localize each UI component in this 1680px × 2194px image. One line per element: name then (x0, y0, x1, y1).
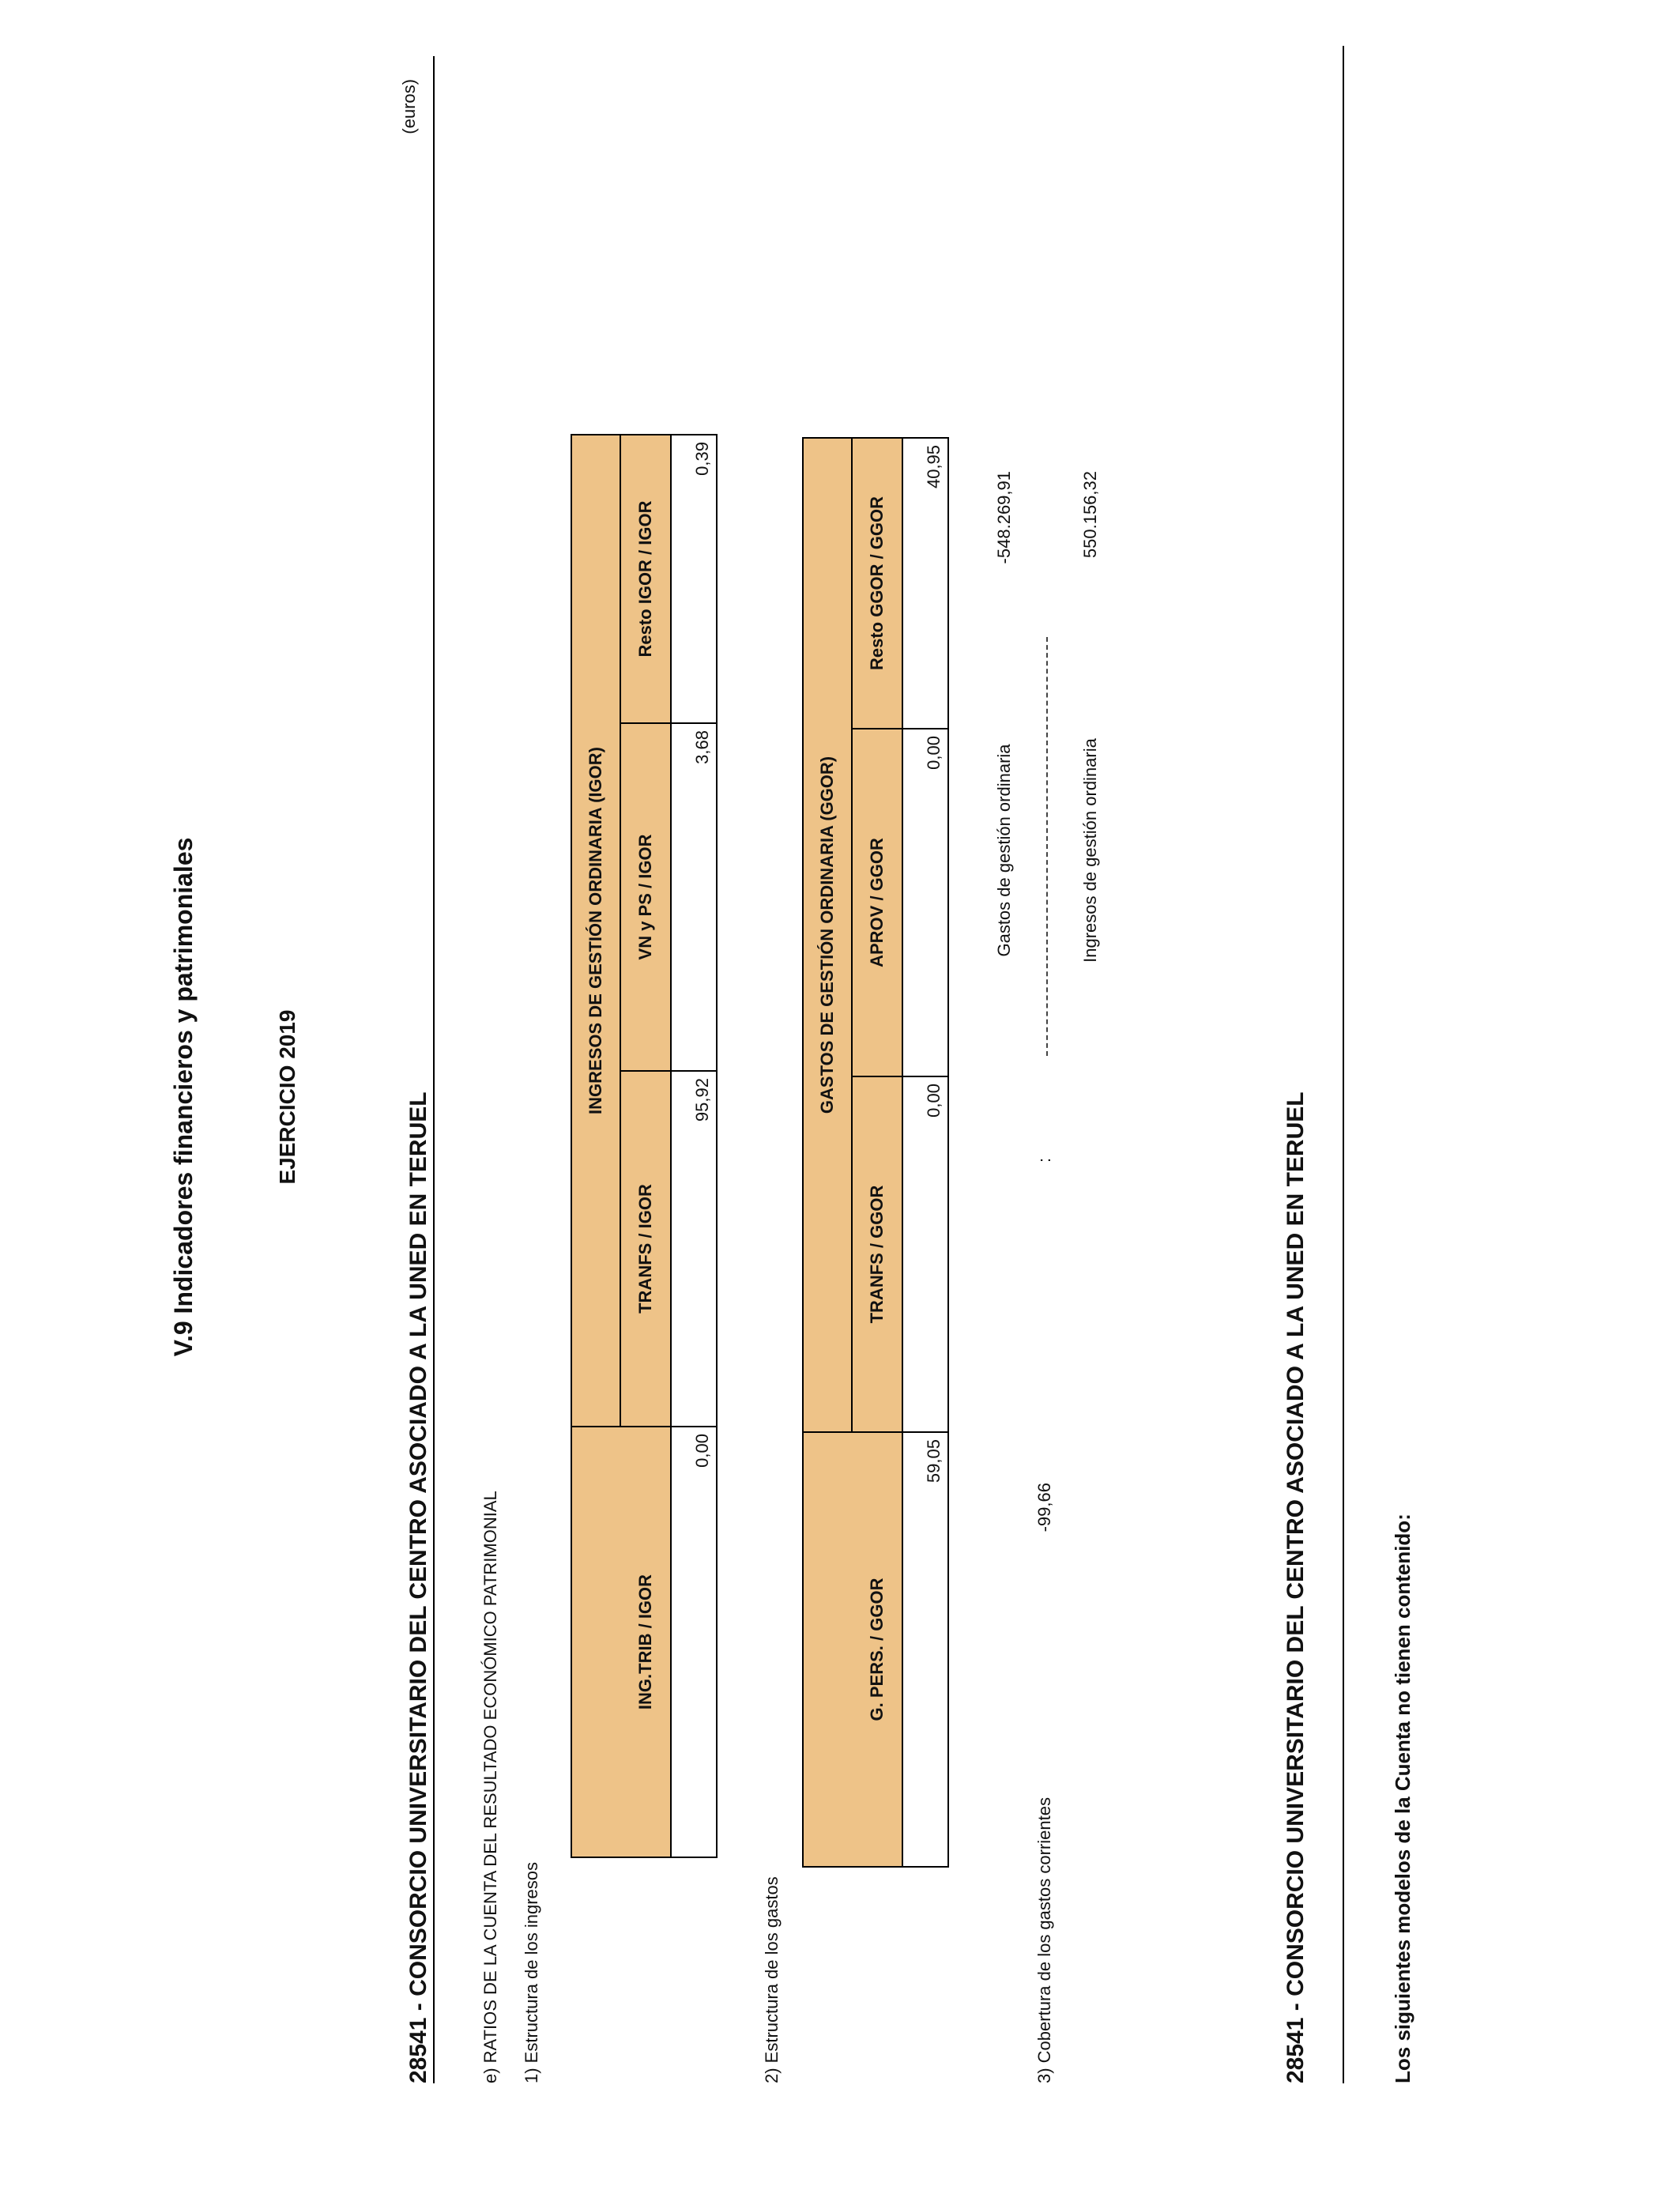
ingresos-value-cell: 95,92 (671, 1071, 717, 1427)
ingresos-table (571, 434, 718, 1858)
ingresos-col-header: TRANFS / IGOR (620, 1071, 671, 1427)
footer-entity-name: 28541 - CONSORCIO UNIVERSITARIO DEL CENTRO ASOCIADO A LA UNED EN TERUEL (1283, 1091, 1309, 2083)
fiscal-year-heading: EJERCICIO 2019 (275, 1009, 299, 1185)
ingresos-col-header: ING.TRIB / IGOR (571, 1427, 671, 1857)
gastos-heading: 2) Estructura de los gastos (762, 1876, 782, 2083)
ingresos-col-header: VN y PS / IGOR (620, 723, 671, 1071)
gastos-value-cell: 40,95 (902, 438, 948, 729)
gastos-col-header: TRANFS / GGOR (852, 1076, 902, 1432)
section-e-heading: e) RATIOS DE LA CUENTA DEL RESULTADO ECONÓMICO PATRIMONIAL (480, 1491, 500, 2083)
units-label: (euros) (399, 79, 419, 134)
gastos-value-cell: 0,00 (902, 729, 948, 1076)
gastos-value-cell: 0,00 (902, 1076, 948, 1432)
gastos-col-header: Resto GGOR / GGOR (852, 438, 902, 729)
ingresos-heading: 1) Estructura de los ingresos (522, 1861, 541, 2083)
fraction-divider (1046, 637, 1048, 1056)
ingresos-value-cell: 3,68 (671, 723, 717, 1071)
ingresos-col-header: Resto IGOR / IGOR (620, 435, 671, 723)
gastos-col-header: G. PERS. / GGOR (803, 1432, 902, 1867)
gastos-table (802, 437, 949, 1868)
ingresos-value-cell: 0,00 (671, 1427, 717, 1857)
ingresos-group-header: INGRESOS DE GESTIÓN ORDINARIA (IGOR) (571, 435, 620, 1427)
denominator-label: Ingresos de gestión ordinaria (1080, 738, 1100, 963)
ingresos-value-cell: 0,39 (671, 435, 717, 723)
denominator-value: 550.156,32 (1080, 471, 1100, 559)
numerator-value: -548.269,91 (994, 471, 1014, 564)
cobertura-heading: 3) Cobertura de los gastos corrientes (1034, 1797, 1054, 2083)
page-title: V.9 Indicadores financieros y patrimoniales (169, 837, 198, 1357)
cobertura-value: -99,66 (1034, 1483, 1054, 1532)
cobertura-colon: : (1034, 1157, 1054, 1163)
footer-entity-underline (1343, 46, 1344, 2083)
entity-underline (433, 56, 435, 2083)
footer-note: Los siguientes modelos de la Cuenta no tienen contenido: (1391, 1514, 1414, 2083)
entity-name: 28541 - CONSORCIO UNIVERSITARIO DEL CENTRO ASOCIADO A LA UNED EN TERUEL (405, 1091, 431, 2083)
gastos-value-cell: 59,05 (902, 1432, 948, 1867)
gastos-group-header: GASTOS DE GESTIÓN ORDINARIA (GGOR) (803, 438, 852, 1432)
gastos-col-header: APROV / GGOR (852, 729, 902, 1076)
numerator-label: Gastos de gestión ordinaria (994, 744, 1014, 957)
